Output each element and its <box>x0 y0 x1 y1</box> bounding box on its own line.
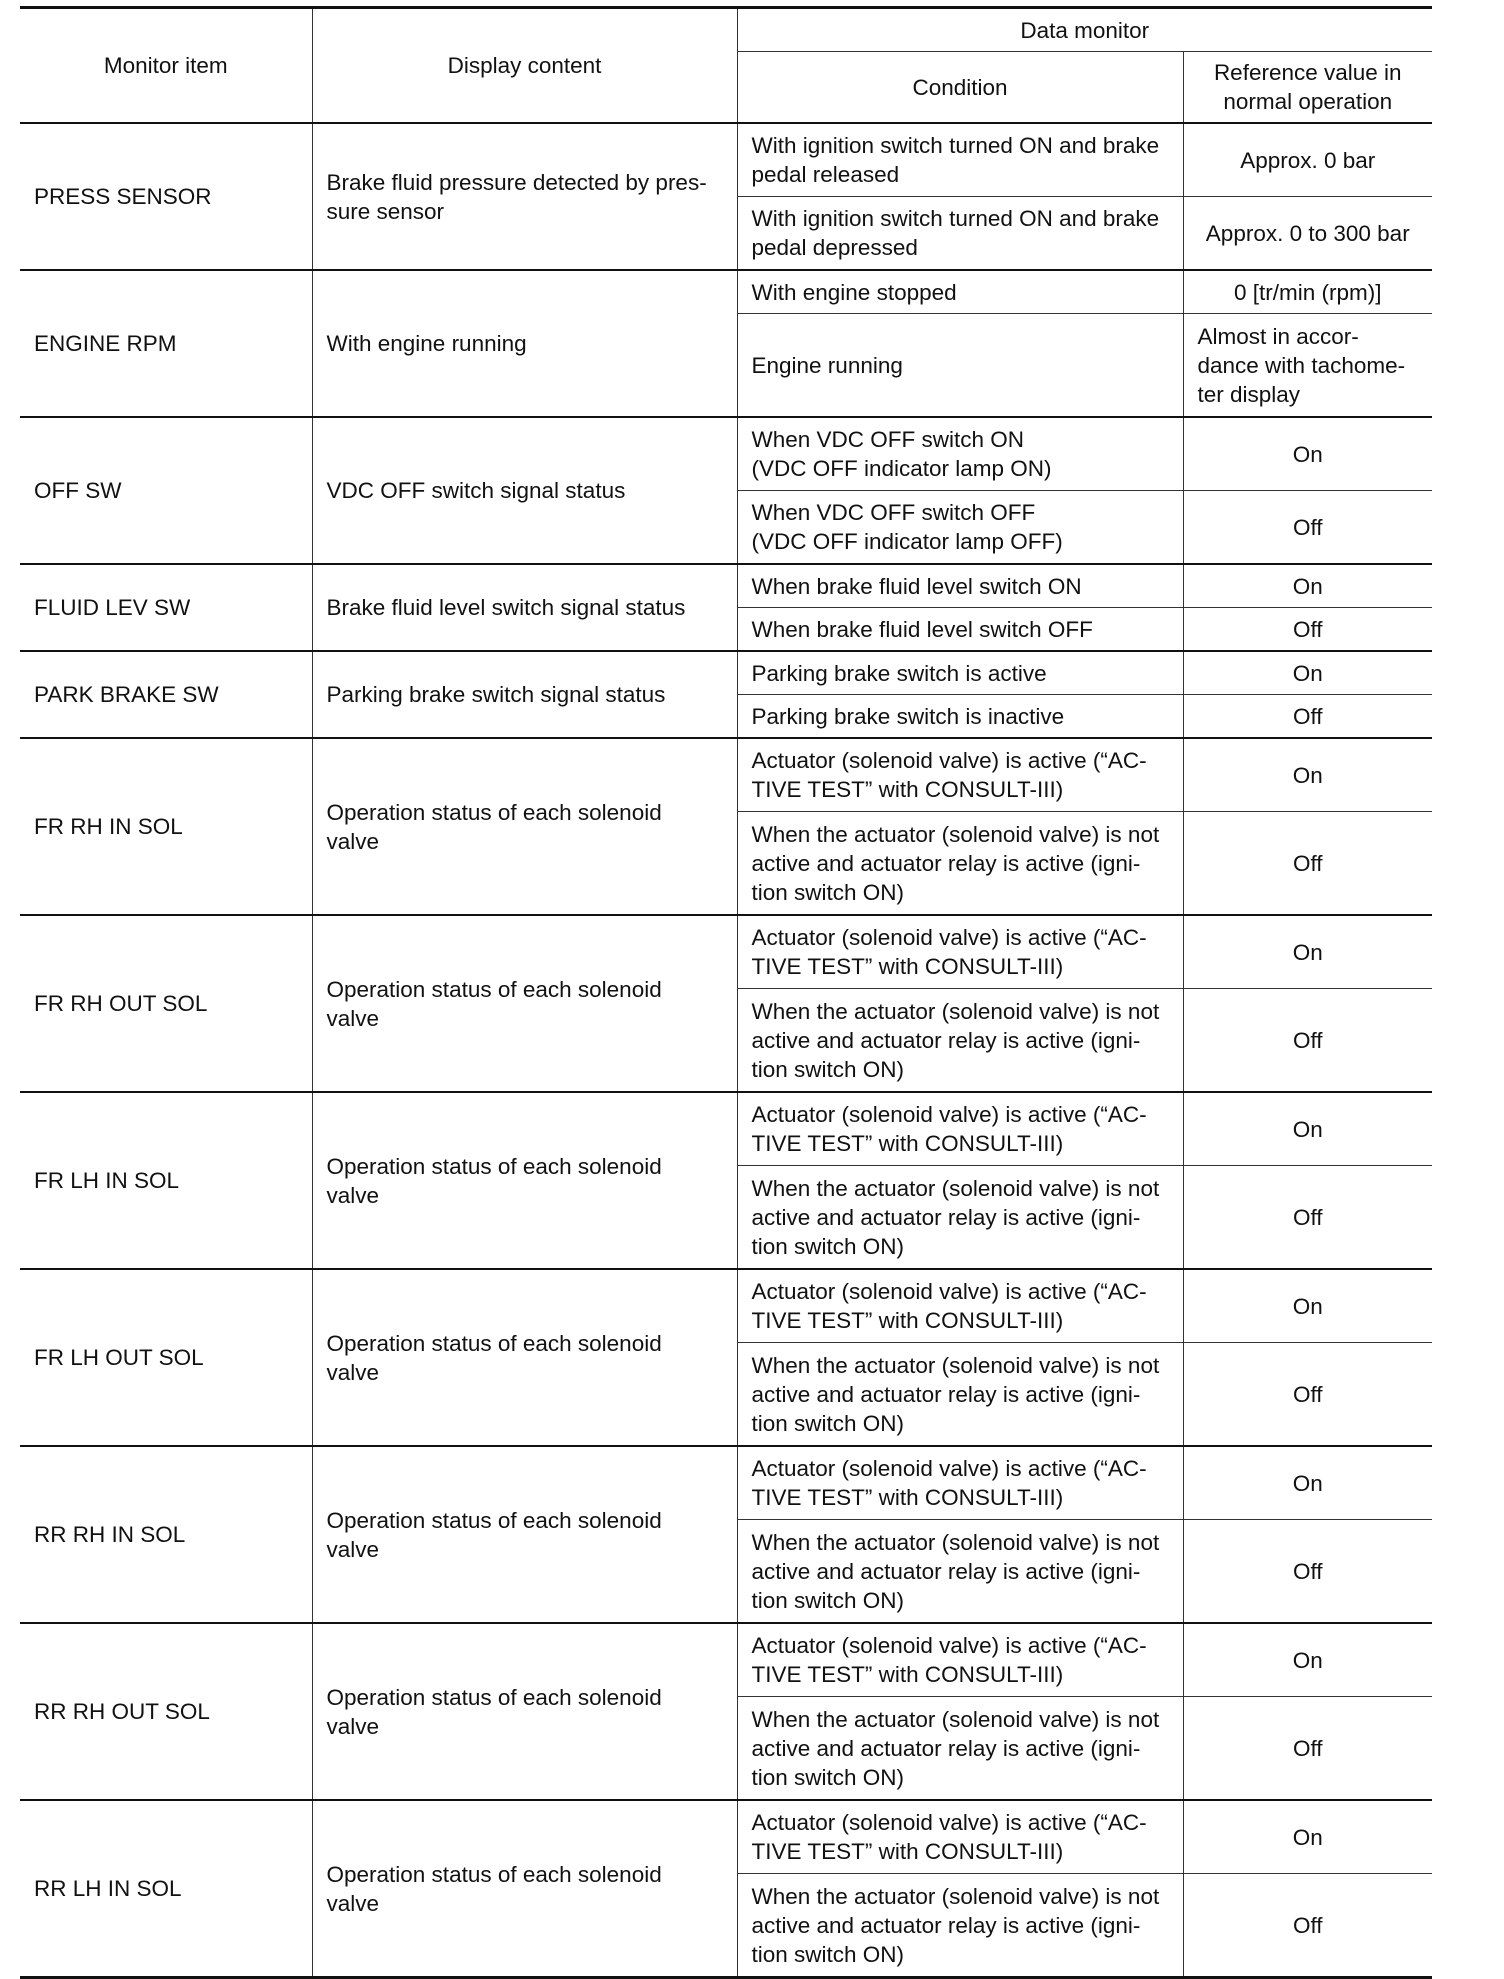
table-row <box>20 1623 1432 1697</box>
reference-value-cell: Off <box>1183 695 1432 739</box>
reference-value-cell: Off <box>1183 1166 1432 1270</box>
table-row <box>20 915 1432 989</box>
display-content-cell: With engine running <box>312 270 737 417</box>
table-row <box>20 738 1432 812</box>
monitor-item-cell: PRESS SENSOR <box>20 123 312 270</box>
reference-value-cell: On <box>1183 417 1432 491</box>
monitor-item-cell: ENGINE RPM <box>20 270 312 417</box>
display-content-cell: Operation status of each solenoid valve <box>312 915 737 1092</box>
header-data-monitor: Data monitor <box>737 8 1432 52</box>
condition-cell: When brake fluid level switch ON <box>737 564 1183 608</box>
condition-cell: Actuator (solenoid valve) is active (“AC- TIVE TEST” with CONSULT-III) <box>737 1800 1183 1874</box>
condition-cell: When the actuator (solenoid valve) is not active and actuator relay is active (igni- tion switch ON) <box>737 989 1183 1093</box>
condition-cell: When brake fluid level switch OFF <box>737 608 1183 652</box>
monitor-item-cell: PARK BRAKE SW <box>20 651 312 738</box>
header-reference-value: Reference value in normal operation <box>1183 52 1432 124</box>
condition-cell: With ignition switch turned ON and brake pedal depressed <box>737 197 1183 271</box>
table-body <box>20 123 1432 1978</box>
monitor-item-cell: FR LH OUT SOL <box>20 1269 312 1446</box>
reference-value-cell: On <box>1183 651 1432 695</box>
condition-cell: When the actuator (solenoid valve) is not active and actuator relay is active (igni- tion switch ON) <box>737 1520 1183 1624</box>
display-content-cell: Brake fluid level switch signal status <box>312 564 737 651</box>
table-row <box>20 417 1432 491</box>
condition-cell: Actuator (solenoid valve) is active (“AC- TIVE TEST” with CONSULT-III) <box>737 1446 1183 1520</box>
reference-value-cell: Off <box>1183 1520 1432 1624</box>
condition-cell: With engine stopped <box>737 270 1183 314</box>
reference-value-cell: Off <box>1183 1874 1432 1978</box>
display-content-cell: Operation status of each solenoid valve <box>312 1446 737 1623</box>
display-content-cell: Operation status of each solenoid valve <box>312 738 737 915</box>
table-row <box>20 1446 1432 1520</box>
display-content-cell: Operation status of each solenoid valve <box>312 1269 737 1446</box>
condition-cell: Actuator (solenoid valve) is active (“AC- TIVE TEST” with CONSULT-III) <box>737 1269 1183 1343</box>
display-content-cell: Brake fluid pressure detected by pres- sure sensor <box>312 123 737 270</box>
condition-cell: When the actuator (solenoid valve) is not active and actuator relay is active (igni- tion switch ON) <box>737 1166 1183 1270</box>
condition-cell: When VDC OFF switch OFF (VDC OFF indicator lamp OFF) <box>737 491 1183 565</box>
reference-value-cell: On <box>1183 1269 1432 1343</box>
condition-cell: When VDC OFF switch ON (VDC OFF indicator lamp ON) <box>737 417 1183 491</box>
display-content-cell: Parking brake switch signal status <box>312 651 737 738</box>
condition-cell: When the actuator (solenoid valve) is not active and actuator relay is active (igni- tion switch ON) <box>737 1343 1183 1447</box>
reference-value-cell: Off <box>1183 989 1432 1093</box>
table-row <box>20 1800 1432 1874</box>
display-content-cell: Operation status of each solenoid valve <box>312 1623 737 1800</box>
monitor-item-cell: FLUID LEV SW <box>20 564 312 651</box>
reference-value-cell: 0 [tr/min (rpm)] <box>1183 270 1432 314</box>
condition-cell: Parking brake switch is active <box>737 651 1183 695</box>
table-row <box>20 651 1432 695</box>
condition-cell: Actuator (solenoid valve) is active (“AC- TIVE TEST” with CONSULT-III) <box>737 738 1183 812</box>
reference-value-cell: On <box>1183 1800 1432 1874</box>
condition-cell: When the actuator (solenoid valve) is not active and actuator relay is active (igni- tion switch ON) <box>737 1874 1183 1978</box>
reference-value-cell: Off <box>1183 1343 1432 1447</box>
monitor-item-cell: FR RH OUT SOL <box>20 915 312 1092</box>
display-content-cell: VDC OFF switch signal status <box>312 417 737 564</box>
reference-value-cell: Off <box>1183 812 1432 916</box>
condition-cell: Parking brake switch is inactive <box>737 695 1183 739</box>
header-display-content: Display content <box>312 8 737 124</box>
table-row <box>20 123 1432 197</box>
reference-value-cell: On <box>1183 1446 1432 1520</box>
data-monitor-table <box>20 6 1432 1979</box>
reference-value-cell: On <box>1183 1092 1432 1166</box>
reference-value-cell: On <box>1183 1623 1432 1697</box>
reference-value-cell: Almost in accor- dance with tachome- ter display <box>1183 314 1432 418</box>
monitor-item-cell: RR RH IN SOL <box>20 1446 312 1623</box>
condition-cell: Actuator (solenoid valve) is active (“AC- TIVE TEST” with CONSULT-III) <box>737 1623 1183 1697</box>
display-content-cell: Operation status of each solenoid valve <box>312 1800 737 1978</box>
table-row <box>20 1092 1432 1166</box>
condition-cell: Actuator (solenoid valve) is active (“AC- TIVE TEST” with CONSULT-III) <box>737 915 1183 989</box>
table-row <box>20 1269 1432 1343</box>
reference-value-cell: Approx. 0 to 300 bar <box>1183 197 1432 271</box>
condition-cell: With ignition switch turned ON and brake pedal released <box>737 123 1183 197</box>
condition-cell: Engine running <box>737 314 1183 418</box>
condition-cell: When the actuator (solenoid valve) is not active and actuator relay is active (igni- tion switch ON) <box>737 812 1183 916</box>
table-row <box>20 564 1432 608</box>
monitor-item-cell: RR LH IN SOL <box>20 1800 312 1978</box>
reference-value-cell: On <box>1183 738 1432 812</box>
monitor-item-cell: FR RH IN SOL <box>20 738 312 915</box>
monitor-item-cell: OFF SW <box>20 417 312 564</box>
reference-value-cell: Approx. 0 bar <box>1183 123 1432 197</box>
monitor-item-cell: FR LH IN SOL <box>20 1092 312 1269</box>
display-content-cell: Operation status of each solenoid valve <box>312 1092 737 1269</box>
reference-value-cell: On <box>1183 915 1432 989</box>
reference-value-cell: Off <box>1183 608 1432 652</box>
condition-cell: When the actuator (solenoid valve) is not active and actuator relay is active (igni- tion switch ON) <box>737 1697 1183 1801</box>
condition-cell: Actuator (solenoid valve) is active (“AC- TIVE TEST” with CONSULT-III) <box>737 1092 1183 1166</box>
reference-value-cell: On <box>1183 564 1432 608</box>
table-row <box>20 270 1432 314</box>
reference-value-cell: Off <box>1183 1697 1432 1801</box>
table-header <box>20 8 1432 124</box>
header-condition: Condition <box>737 52 1183 124</box>
header-monitor-item: Monitor item <box>20 8 312 124</box>
reference-value-cell: Off <box>1183 491 1432 565</box>
monitor-item-cell: RR RH OUT SOL <box>20 1623 312 1800</box>
